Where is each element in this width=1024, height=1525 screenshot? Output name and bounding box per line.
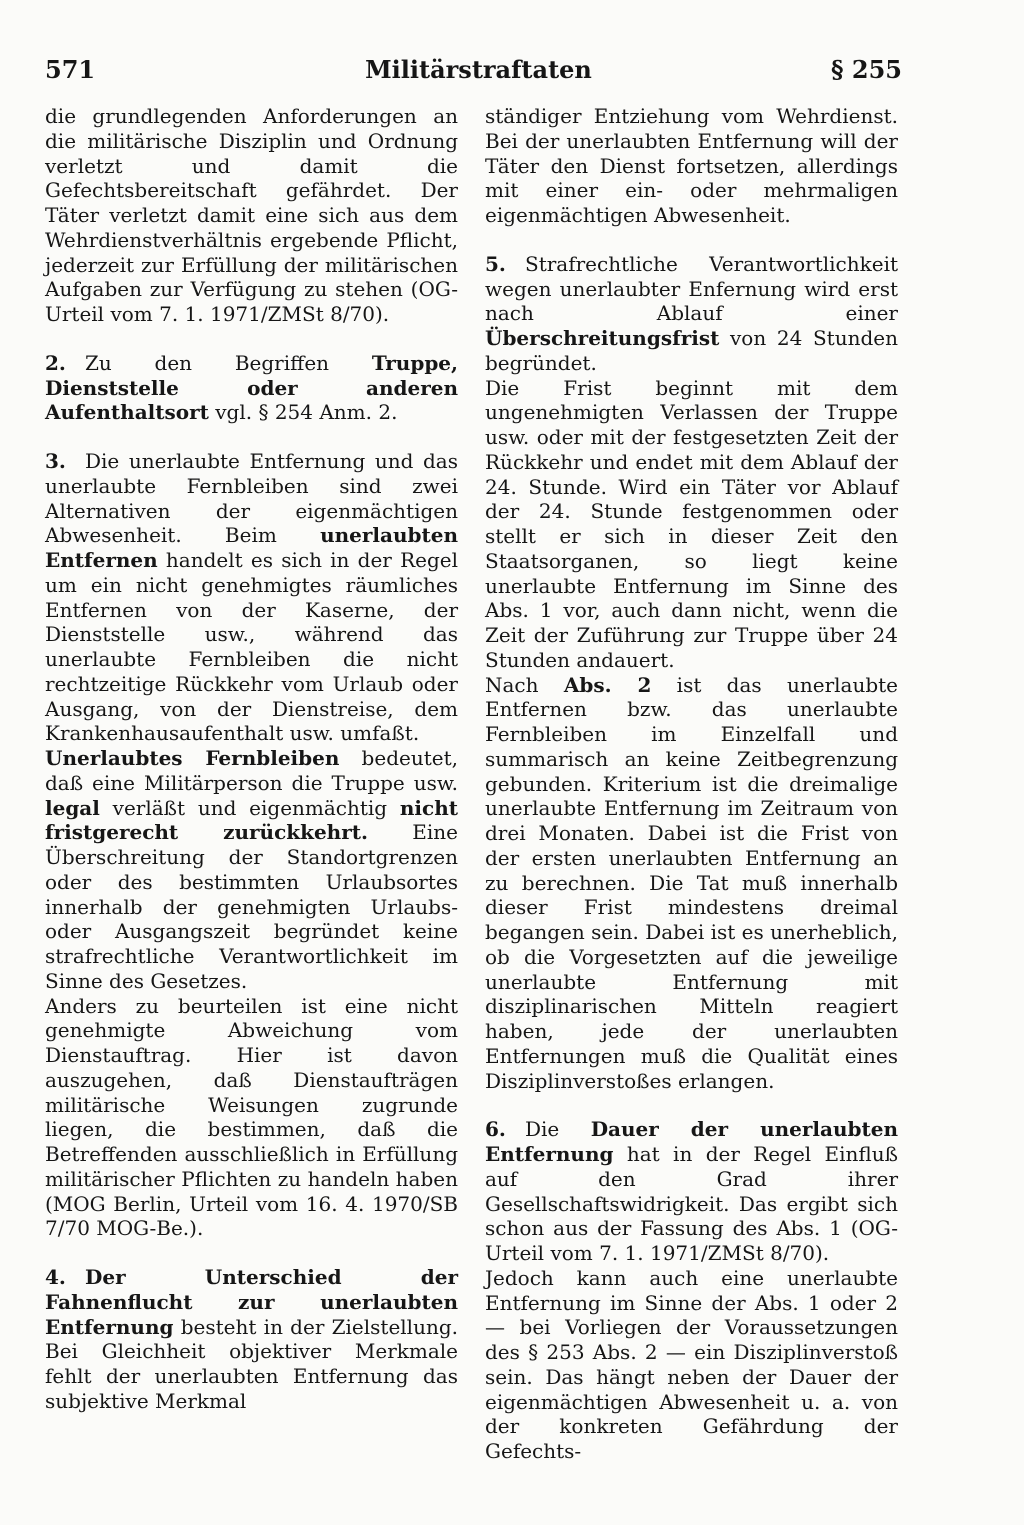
running-header — [45, 52, 902, 88]
section-number: § 255 — [830, 55, 902, 84]
note-3-paragraph: Unerlaubtes Fernbleiben bedeutet, daß eine Militärperson die Truppe usw. legal verläßt und eigenmächtig nicht fristgerecht zurückkehrt. Eine Überschreitung der Standortgrenzen oder des bestimmten Urlaubsortes innerhalb der genehmigten Urlaubs- oder Ausgangszeit begründet keine strafrechtliche Verantwortlichkeit im Sinne des Gesetzes. — [45, 746, 458, 993]
note-number: 4. — [45, 1265, 66, 1289]
chapter-title: Militärstraftaten — [365, 55, 592, 84]
note-number: 6. — [485, 1117, 506, 1142]
note-number: 3. — [45, 449, 66, 473]
note-2: 2. Zu den Begriffen Truppe, Dienststelle oder anderen Aufenthaltsort vgl. § 254 Anm. 2. — [45, 350, 458, 425]
right-column — [485, 104, 898, 1464]
note-6: 6. Die Dauer der unerlaubten Entfernung hat in der Regel Einfluß auf den Grad ihrer Gesellschaftswidrigkeit. Das ergibt sich schon aus der Fassung des Abs. 1 (OG-Urteil vom 7. 1. 1971/ZMSt 8/70). — [485, 1117, 898, 1265]
paragraph-continuation: die grundlegenden Anforderungen an die militärische Disziplin und Ordnung verletzt und damit die Gefechtsbereitschaft gefährdet. Der Täter verletzt damit eine sich aus dem Wehrdienstverhältnis ergebende Pflicht, jederzeit zur Erfüllung der militärischen Aufgaben zur Verfügung zu stehen (OG-Urteil vom 7. 1. 1971/ZMSt 8/70). — [45, 104, 458, 326]
note-number: 2. — [45, 350, 66, 375]
note-number: 5. — [485, 251, 506, 276]
note-6-paragraph: Jedoch kann auch eine unerlaubte Entfernung im Sinne der Abs. 1 oder 2 — bei Vorliegen der Voraussetzungen des § 253 Abs. 2 — ein Disziplinverstoß sein. Das hängt neben der Dauer der eigenmächtigen Abwesenheit u. a. von der konkreten Gefährdung der Gefechts- — [485, 1265, 898, 1463]
note-3-paragraph: Anders zu beurteilen ist eine nicht genehmigte Abweichung vom Dienstauftrag. Hier ist davon auszugehen, daß Dienstaufträgen militärische Weisungen zugrunde liegen, die bestimmen, daß die Betreffenden ausschließlich in Erfüllung militärischer Pflichten zu handeln haben (MOG Berlin, Urteil vom 16. 4. 1970/SB 7/70 MOG-Be.). — [45, 993, 458, 1241]
note-5-paragraph: Die Frist beginnt mit dem ungenehmigten Verlassen der Truppe usw. oder mit der festgesetzten Zeit der Rückkehr und endet mit dem Ablauf der 24. Stunde. Wird ein Täter vor Ablauf der 24. Stunde festgenommen oder stellt er sich in dieser Zeit den Staatsorganen, so liegt keine unerlaubte Entfernung im Sinne des Abs. 1 vor, auch dann nicht, wenn die Zeit der Zuführung zur Truppe über 24 Stunden andauert. — [485, 375, 898, 672]
note-5-paragraph: Nach Abs. 2 ist das unerlaubte Entfernen bzw. das unerlaubte Fernbleiben im Einzelfall und summarisch an keine Zeitbegrenzung gebunden. Kriterium ist die dreimalige unerlaubte Entfernung im Zeitraum von drei Monaten. Dabei ist die Frist von der ersten unerlaubten Entfernung an zu berechnen. Die Tat muß innerhalb dieser Frist mindestens dreimal begangen sein. Dabei ist es unerheblich, ob die Vorgesetzten auf die jeweilige unerlaubte Entfernung mit disziplinarischen Mitteln reagiert haben, jede der unerlaubten Entfernungen muß die Qualität eines Disziplinverstoßes erlangen. — [485, 672, 899, 1093]
paragraph-continuation: ständiger Entziehung vom Wehrdienst. Bei der unerlaubten Entfernung will der Täter den Dienst fortsetzen, allerdings mit einer ein- oder mehrmaligen eigenmächtigen Abwesenheit. — [485, 104, 898, 227]
note-3: 3. Die unerlaubte Entfernung und das unerlaubte Fernbleiben sind zwei Alternativen der eigenmächtigen Abwesenheit. Beim unerlaubten Entfernen handelt es sich in der Regel um ein nicht genehmigtes räumliches Entfernen von der Kaserne, der Dienststelle usw., während das unerlaubte Fernbleiben die nicht rechtzeitige Rückkehr vom Urlaub oder Ausgang, von der Dienstreise, dem Krankenhausaufenthalt usw. umfaßt. — [45, 449, 458, 746]
page-number: 571 — [45, 55, 96, 84]
note-4: 4. Der Unterschied der Fahnenflucht zur unerlaubten Entfernung besteht in der Zielstellung. Bei Gleichheit objektiver Merkmale fehlt der unerlaubten Entfernung das subjektive Merkmal — [45, 1265, 458, 1413]
note-5: 5. Strafrechtliche Verantwortlichkeit wegen unerlaubter Enfernung wird erst nach Ablauf einer Überschreitungsfrist von 24 Stunden begründet. — [485, 251, 898, 375]
left-column — [45, 104, 458, 1414]
